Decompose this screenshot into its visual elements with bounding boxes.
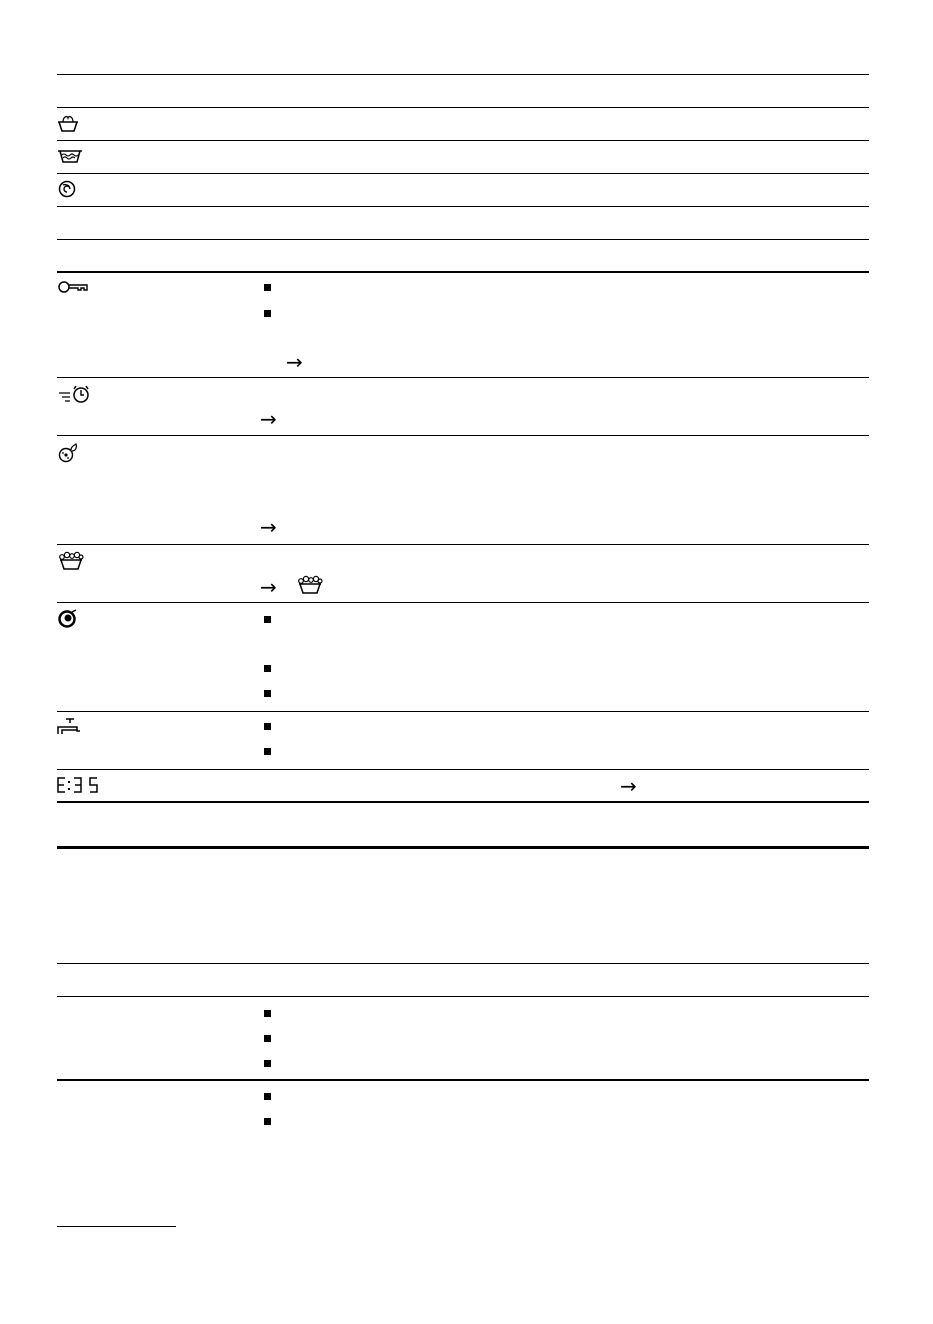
list-bullet xyxy=(264,1035,271,1042)
list-bullet xyxy=(264,665,271,672)
section-rule xyxy=(57,846,869,849)
table-rule xyxy=(57,711,869,712)
table-rule xyxy=(57,239,869,240)
list-bullet xyxy=(264,1060,271,1067)
foam-icon xyxy=(57,551,93,573)
list-bullet xyxy=(264,723,271,730)
eco-drum-icon xyxy=(57,443,93,465)
drum-clean-icon xyxy=(57,609,93,631)
table-bottom-rule xyxy=(57,801,869,803)
list-bullet xyxy=(264,1093,271,1100)
table-rule xyxy=(57,107,869,108)
table-rule xyxy=(57,1079,869,1081)
arrow-icon: → xyxy=(620,774,637,798)
list-bullet xyxy=(264,748,271,755)
table-rule xyxy=(57,769,869,770)
table-rule xyxy=(57,544,869,545)
arrow-icon: → xyxy=(260,515,277,539)
table-rule xyxy=(57,140,869,141)
list-bullet xyxy=(264,284,271,291)
key-lock-icon xyxy=(57,279,93,301)
foam-icon xyxy=(296,575,332,597)
table-rule xyxy=(57,963,869,964)
table-header-rule xyxy=(57,271,869,273)
rinse-icon xyxy=(57,148,93,170)
error-code-text xyxy=(0,0,1,1)
footnote-rule xyxy=(57,1226,176,1227)
list-bullet xyxy=(264,310,271,317)
table-rule xyxy=(57,602,869,603)
wash-tub-icon xyxy=(57,114,93,136)
time-alarm-icon xyxy=(57,384,93,406)
table-rule xyxy=(57,377,869,378)
table-rule xyxy=(57,206,869,207)
table-rule xyxy=(57,74,869,75)
spin-icon xyxy=(57,179,93,201)
arrow-icon: → xyxy=(286,350,303,374)
table-rule xyxy=(57,173,869,174)
table-rule xyxy=(57,996,869,997)
list-bullet xyxy=(264,1118,271,1125)
error-code-display-icon xyxy=(57,776,101,801)
list-bullet xyxy=(264,616,271,623)
table-rule xyxy=(57,435,869,436)
arrow-icon: → xyxy=(260,575,277,599)
water-tap-icon xyxy=(57,717,93,739)
list-bullet xyxy=(264,690,271,697)
list-bullet xyxy=(264,1010,271,1017)
arrow-icon: → xyxy=(260,407,277,431)
